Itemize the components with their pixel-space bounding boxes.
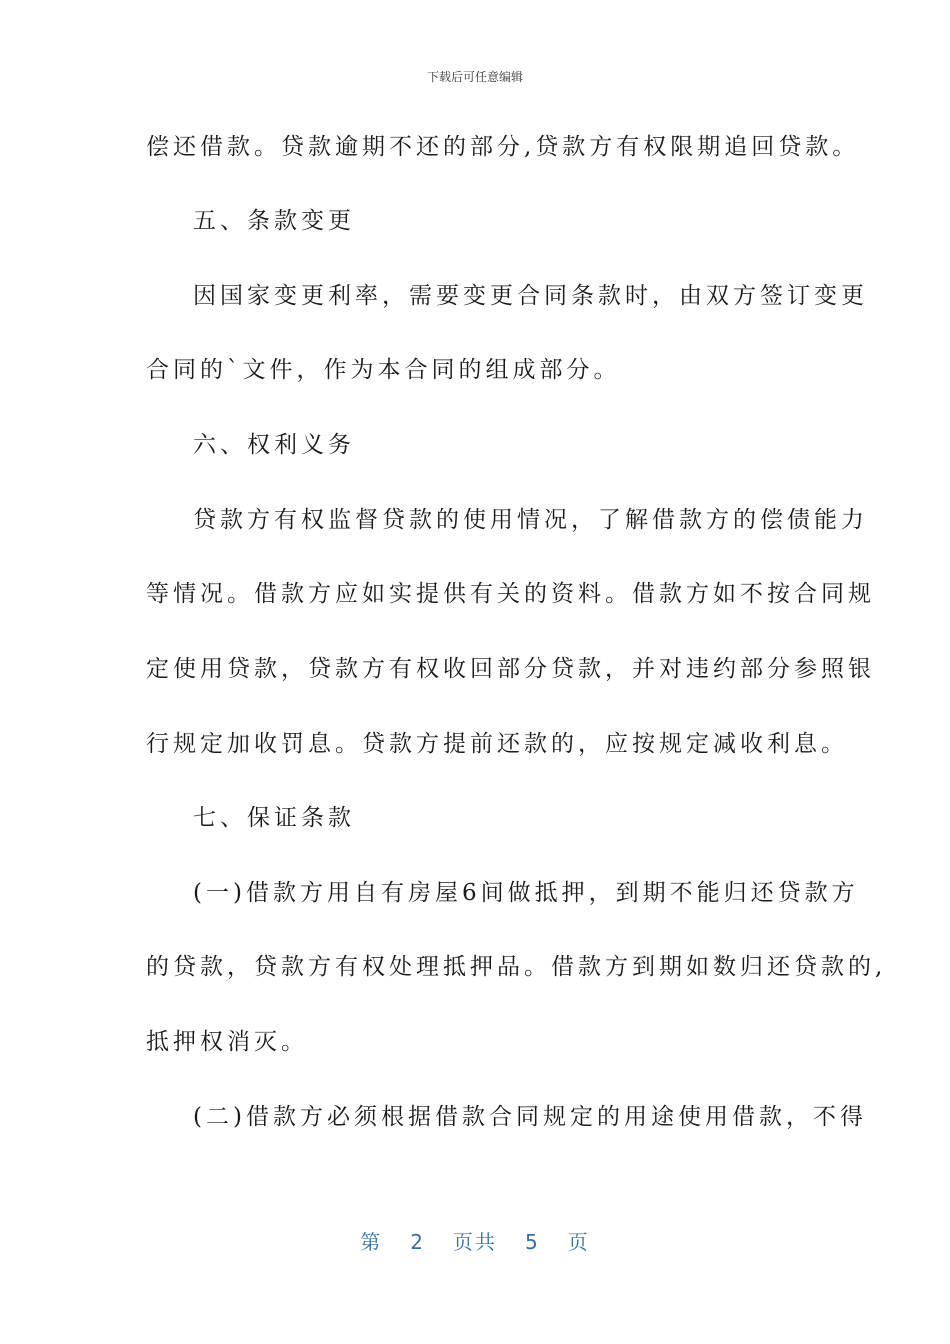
section-heading: 五、条款变更 [193, 208, 355, 234]
footer-total-pages: 5 [525, 1230, 540, 1254]
footer-prefix: 第 [360, 1230, 383, 1254]
section-heading: 六、权利义务 [193, 432, 355, 458]
paragraph-line: 等情况。借款方应如实提供有关的资料。借款方如不按合同规 [146, 581, 875, 607]
footer-middle: 页共 [453, 1230, 497, 1254]
page-footer [0, 1226, 950, 1255]
page-header: 下载后可任意编辑 [426, 70, 523, 84]
footer-current-page: 2 [410, 1230, 425, 1254]
paragraph-line: 抵押权消灭。 [146, 1029, 308, 1055]
paragraph-line: 合同的`文件，作为本合同的组成部分。 [146, 357, 621, 383]
paragraph-line: 贷款方有权监督贷款的使用情况，了解借款方的偿债能力 [193, 507, 868, 533]
paragraph-line: 定使用贷款，贷款方有权收回部分贷款，并对违约部分参照银 [146, 656, 875, 682]
footer-suffix: 页 [567, 1230, 590, 1254]
paragraph-line: 因国家变更利率，需要变更合同条款时，由双方签订变更 [193, 283, 868, 309]
section-heading: 七、保证条款 [193, 805, 355, 831]
paragraph-line: 偿还借款。贷款逾期不还的部分,贷款方有权限期追回贷款。 [146, 134, 860, 160]
paragraph-line: 的贷款，贷款方有权处理抵押品。借款方到期如数归还贷款的, [146, 954, 887, 980]
paragraph-line: (二)借款方必须根据借款合同规定的用途使用借款，不得 [193, 1104, 867, 1130]
paragraph-line: (一)借款方用自有房屋6间做抵押，到期不能归还贷款方 [193, 880, 859, 906]
paragraph-line: 行规定加收罚息。贷款方提前还款的，应按规定减收利息。 [146, 731, 848, 757]
